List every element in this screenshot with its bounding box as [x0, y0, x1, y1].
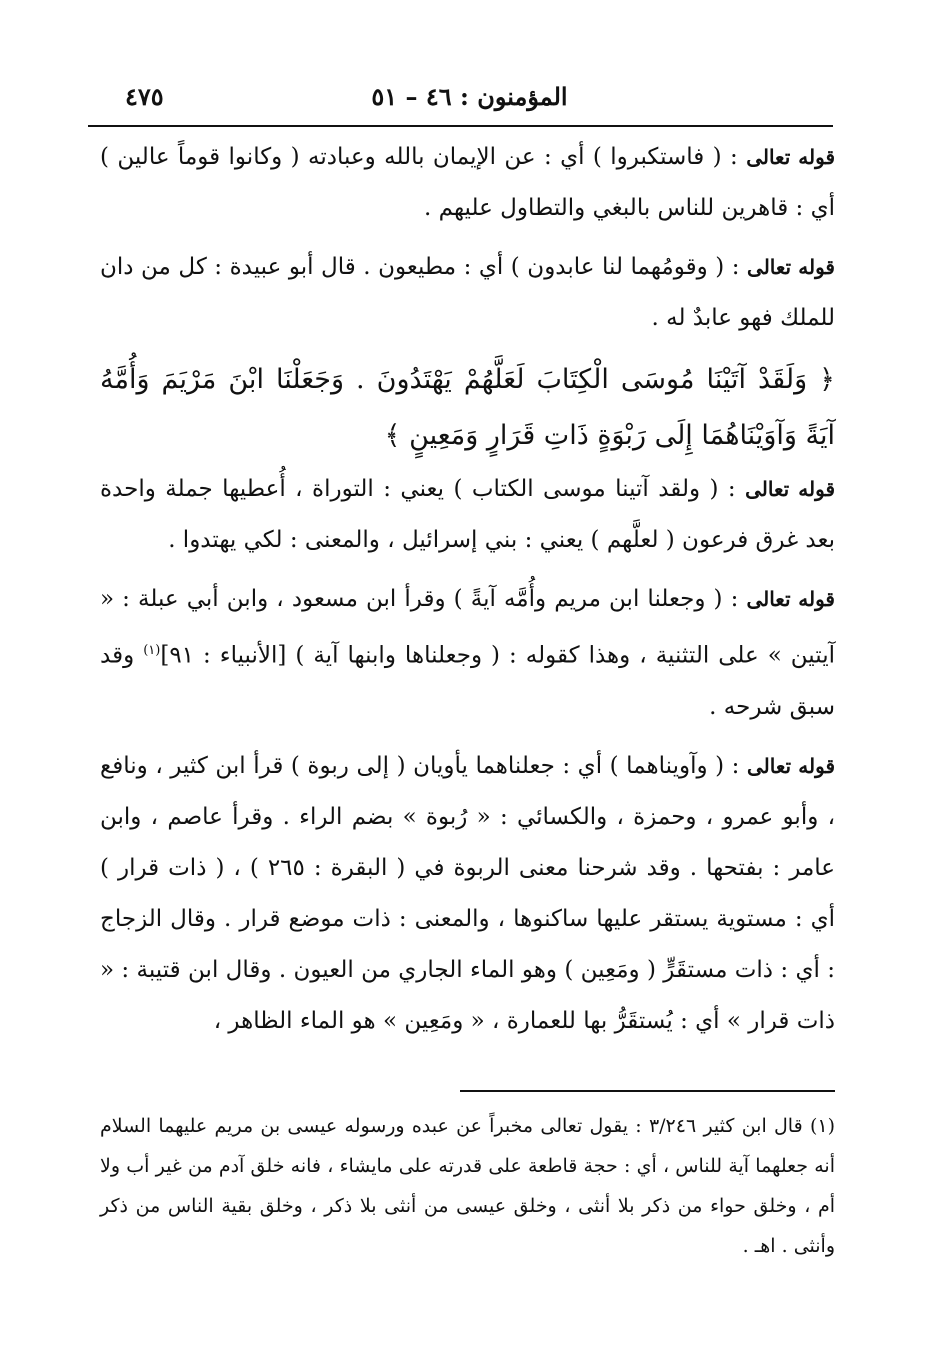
verse-cue: قوله تعالى	[746, 145, 836, 169]
page-header	[95, 80, 844, 120]
verse-cue: قوله تعالى	[747, 753, 835, 778]
paragraph-text: : ( ولقد آتينا موسى الكتاب ) يعني : التوراة ، أُعطيها جملة واحدة بعد غرق فرعون ( لعلَّهم ) يعني : بني إسرائيل ، والمعنى : لكي يهتدوا .	[100, 476, 835, 553]
verse-cue: قوله تعالى	[745, 477, 836, 501]
footnote-reference: (١)	[143, 643, 161, 658]
footnote-1: (١) قال ابن كثير ٣/٢٤٦ : يقول تعالى مخبراً عن عبده ورسوله عيسى بن مريم عليهما السلام أنه جعلهما آية للناس ، أي : حجة قاطعة على قدرته على مايشاء ، فانه خلق آدم من غير أب ولا أم ، وخلق حواء من ذكر بلا أنثى ، وخلق عيسى من أنثى بلا ذكر ، وخلق بقية الناس من ذكر وأنثى . اهـ .	[100, 1115, 835, 1257]
paragraph-5	[100, 741, 835, 1047]
quran-verse: ﴿ وَلَقَدْ آتَيْنَا مُوسَى الْكِتَابَ لَعَلَّهُمْ يَهْتَدُونَ . وَجَعَلْنَا ابْنَ مَرْيَمَ وَأُمَّهُ آيَةً وَآوَيْنَاهُمَا إِلَى رَبْوَةٍ ذَاتِ قَرَارٍ وَمَعِينٍ ﴾	[100, 364, 835, 451]
footnotes	[100, 1106, 835, 1274]
main-text	[100, 132, 835, 1055]
header-rule	[88, 125, 833, 127]
paragraph-text: : ( وقومُهما لنا عابدون ) أي : مطيعون . قال أبو عبيدة : كل من دان للملك فهو عابدٌ له .	[100, 254, 835, 331]
verse-cue: قوله تعالى	[747, 255, 835, 279]
paragraph-text: : ( وآويناهما ) أي : جعلناهما يأويان ( إلى ربوة ) قرأ ابن كثير ، ونافع ، وأبو عمرو ، وحمزة ، والكسائي : « رُبوة » بضم الراء . وقرأ عاصم ، وابن عامر : بفتحها . وقد شرحنا معنى الربوة في ( البقرة : ٢٦٥ ) ، ( ذات قرار ) أي : مستوية يستقر عليها ساكنوها ، والمعنى : ذات موضع قرار . وقال الزجاج : أي : ذات مستقَرٍّ ( ومَعِين ) وهو الماء الجاري من العيون . وقال ابن قتيبة : « ذات قرار » أي : يُستقَرُّ بها للعمارة ، « ومَعِين » هو الماء الظاهر ،	[100, 752, 835, 1034]
paragraph-text: : ( فاستكبروا ) أي : عن الإيمان بالله وعبادته ( وكانوا قوماً عالين ) أي : قاهرين للناس بالبغي والتطاول عليهم .	[100, 144, 835, 221]
paragraph-2	[100, 242, 835, 344]
page-number: ٤٧٥	[125, 82, 164, 111]
verse-cue: قوله تعالى	[746, 587, 835, 611]
footnote-rule	[460, 1090, 835, 1092]
paragraph-4	[100, 574, 835, 733]
paragraph-3	[100, 464, 835, 566]
paragraph-text: : ( وجعلنا ابن مريم وأُمَّه آيةً ) وقرأ ابن مسعود ، وابن أبي عبلة : « آيتين » على التثنية ، وهذا كقوله : ( وجعلناها وابنها آية ) [الأنبياء : ٩١]	[100, 586, 835, 669]
paragraph-tail: وقد سبق شرحه .	[100, 642, 835, 720]
paragraph-1	[100, 132, 835, 234]
running-title: المؤمنون : ٤٦ – ٥١	[371, 82, 568, 111]
